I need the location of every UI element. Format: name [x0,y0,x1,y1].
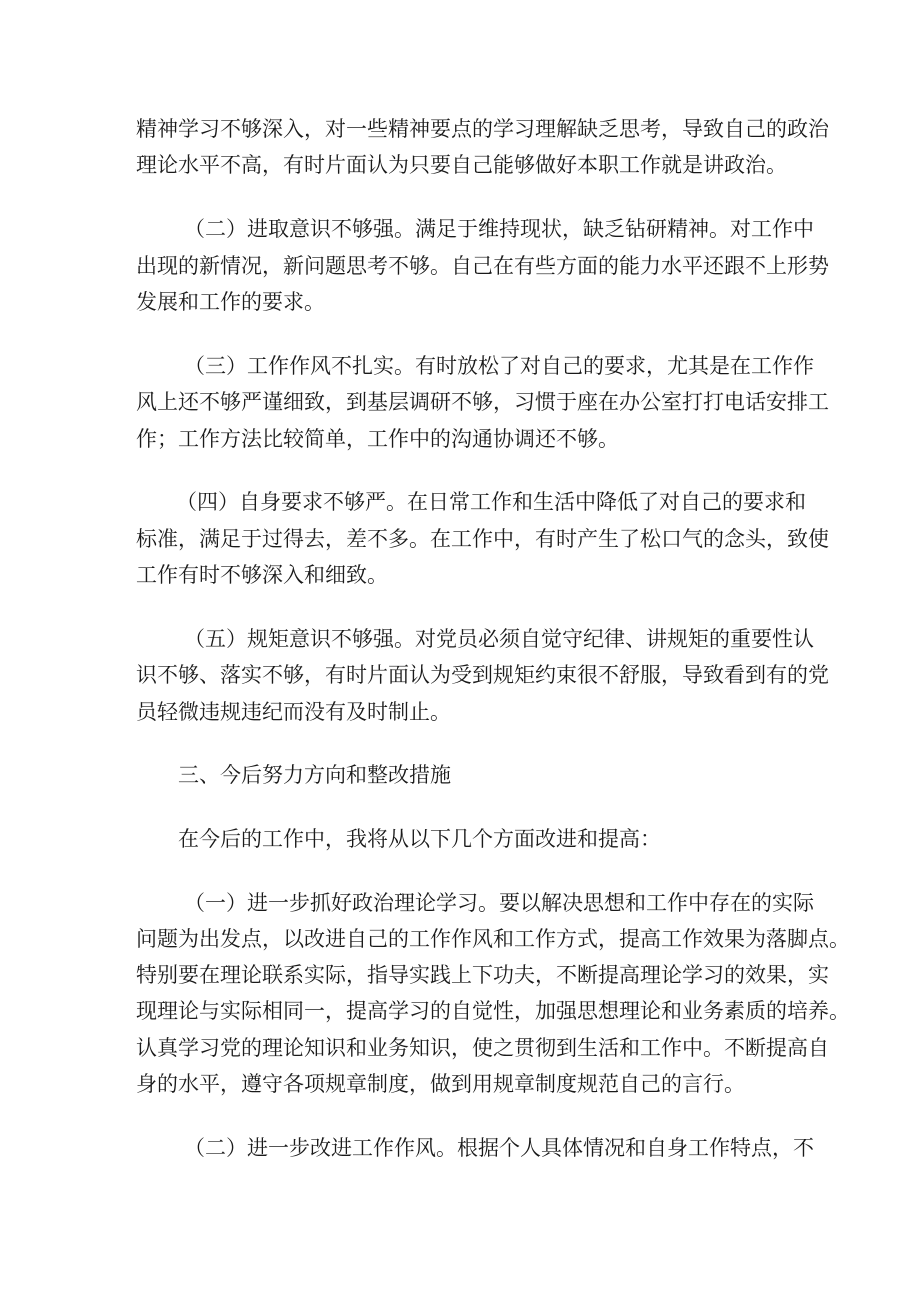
paragraph-line: （二）进取意识不够强。满足于维持现状，缺乏钻研精神。对工作中 [184,217,814,241]
paragraph-line: 现理论与实际相同一，提高学习的自觉性，加强思想理论和业务素质的培养。 [136,999,850,1023]
paragraph-line: 精神学习不够深入，对一些精神要点的学习理解缺乏思考，导致自己的政治 [136,117,829,141]
paragraph-line: 识不够、落实不够，有时片面认为受到规矩约束很不舒服，导致看到有的党 [136,663,829,687]
paragraph-line: 标准，满足于过得去，差不多。在工作中，有时产生了松口气的念头，致使 [136,527,829,551]
paragraph-line: 作；工作方法比较简单，工作中的沟通协调还不够。 [136,427,619,451]
paragraph-line: 在今后的工作中，我将从以下几个方面改进和提高： [178,827,661,851]
paragraph-line: 问题为出发点，以改进自己的工作作风和工作方式，提高工作效果为落脚点。 [136,927,850,951]
paragraph-line: 理论水平不高，有时片面认为只要自己能够做好本职工作就是讲政治。 [136,153,787,177]
paragraph-line: 工作有时不够深入和细致。 [136,563,388,587]
paragraph-line: 特别要在理论联系实际，指导实践上下功夫，不断提高理论学习的效果，实 [136,963,829,987]
paragraph-line: 身的水平，遵守各项规章制度，做到用规章制度规范自己的言行。 [136,1072,745,1096]
section-heading: 三、今后努力方向和整改措施 [178,763,451,787]
paragraph-line: （四）自身要求不够严。在日常工作和生活中降低了对自己的要求和 [176,490,806,514]
paragraph-line: 认真学习党的理论知识和业务知识，使之贯彻到生活和工作中。不断提高自 [136,1036,829,1060]
paragraph-line: 风上还不够严谨细致，到基层调研不够，习惯于座在办公室打打电话安排工 [136,390,829,414]
paragraph-line: 员轻微违规违纪而没有及时制止。 [136,700,451,724]
paragraph-line: 出现的新情况，新问题思考不够。自己在有些方面的能力水平还跟不上形势 [136,254,829,278]
paragraph-line: 发展和工作的要求。 [136,290,325,314]
paragraph-line: （五）规矩意识不够强。对党员必须自觉守纪律、讲规矩的重要性认 [184,627,814,651]
paragraph-line: （一）进一步抓好政治理论学习。要以解决思想和工作中存在的实际 [184,891,814,915]
paragraph-line: （二）进一步改进工作作风。根据个人具体情况和自身工作特点，不 [184,1136,814,1160]
paragraph-line: （三）工作作风不扎实。有时放松了对自己的要求，尤其是在工作作 [184,354,814,378]
